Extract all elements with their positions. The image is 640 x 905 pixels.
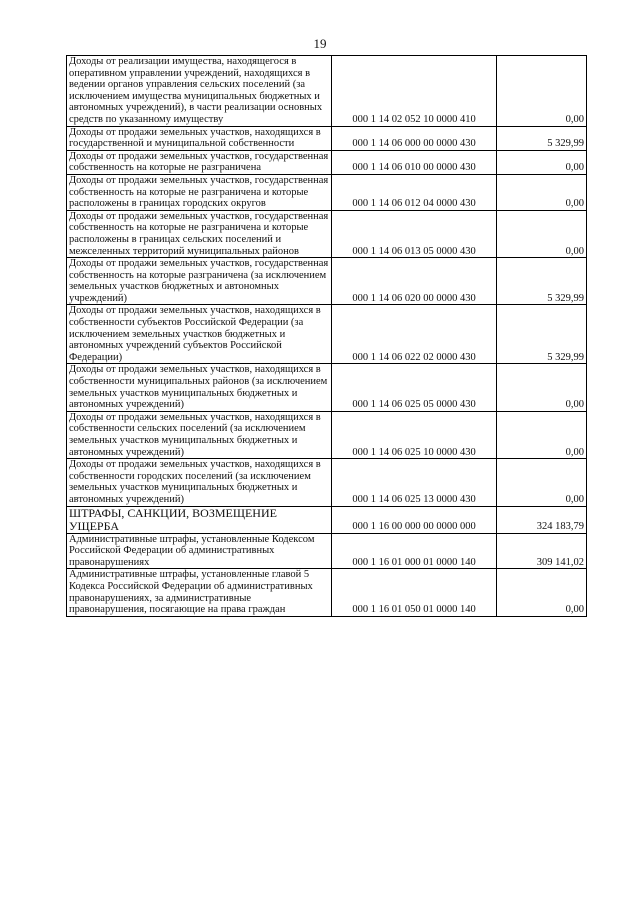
row-description: Доходы от продажи земельных участков, государственная собственность на которые разграничена (за исключением земельных участков бюджетных и автономных учреждений) (67, 258, 332, 305)
row-budget-code: 000 1 14 06 012 04 0000 430 (332, 174, 497, 210)
table-row (67, 569, 587, 616)
table-row (67, 305, 587, 364)
row-amount: 0,00 (497, 459, 587, 506)
row-description: Доходы от продажи земельных участков, государственная собственность на которые не разграничена и которые расположены в границах городских округов (67, 174, 332, 210)
table-row (67, 56, 587, 127)
row-amount: 5 329,99 (497, 258, 587, 305)
row-description: Доходы от продажи земельных участков, находящихся в собственности городских поселений (за исключением земельных участков муниципальных бюджетных и автономных учреждений) (67, 459, 332, 506)
row-description: Доходы от продажи земельных участков, находящихся в собственности сельских поселений (за исключением земельных участков муниципальных бюджетных и автономных учреждений) (67, 411, 332, 458)
table-row (67, 210, 587, 257)
row-amount: 324 183,79 (497, 506, 587, 533)
revenue-table-body (67, 56, 587, 617)
row-amount: 5 329,99 (497, 305, 587, 364)
row-budget-code: 000 1 14 06 025 13 0000 430 (332, 459, 497, 506)
row-budget-code: 000 1 14 02 052 10 0000 410 (332, 56, 497, 127)
row-budget-code: 000 1 14 06 025 05 0000 430 (332, 364, 497, 411)
page-number: 19 (313, 36, 327, 51)
table-row (67, 174, 587, 210)
row-budget-code: 000 1 14 06 025 10 0000 430 (332, 411, 497, 458)
row-amount: 5 329,99 (497, 126, 587, 150)
table-row (67, 364, 587, 411)
row-amount: 0,00 (497, 210, 587, 257)
row-description: Административные штрафы, установленные Кодексом Российской Федерации об административных правонарушениях (67, 533, 332, 569)
row-description: ШТРАФЫ, САНКЦИИ, ВОЗМЕЩЕНИЕ УЩЕРБА (67, 506, 332, 533)
table-row (67, 126, 587, 150)
row-description: Доходы от продажи земельных участков, государственная собственность на которые не разграничена и которые расположены в границах сельских поселений и межселенных территорий муниципальных районов (67, 210, 332, 257)
row-description: Доходы от продажи земельных участков, находящихся в собственности муниципальных районов (за исключением земельных участков муниципальных бюджетных и автономных учреждений) (67, 364, 332, 411)
row-amount: 0,00 (497, 364, 587, 411)
row-description: Доходы от продажи земельных участков, находящихся в собственности субъектов Российской Федерации (за исключением земельных участков бюджетных и автономных учреждений субъектов Российской Федерации) (67, 305, 332, 364)
table-row (67, 411, 587, 458)
table-row (67, 459, 587, 506)
row-budget-code: 000 1 14 06 010 00 0000 430 (332, 150, 497, 174)
row-amount: 0,00 (497, 174, 587, 210)
row-amount: 0,00 (497, 411, 587, 458)
table-row (67, 533, 587, 569)
row-description: Административные штрафы, установленные главой 5 Кодекса Российской Федерации об административных правонарушениях, за административные правонарушения, посягающие на права граждан (67, 569, 332, 616)
row-description: Доходы от реализации имущества, находящегося в оперативном управлении учреждений, находящихся в ведении органов управления сельских поселений (за исключением имущества муниципальных бюджетных и автономных учреждений), в части реализации основных средств по указанному имуществу (67, 56, 332, 127)
row-amount: 0,00 (497, 56, 587, 127)
row-budget-code: 000 1 14 06 022 02 0000 430 (332, 305, 497, 364)
row-amount: 309 141,02 (497, 533, 587, 569)
table-row (67, 150, 587, 174)
table-row (67, 506, 587, 533)
row-budget-code: 000 1 14 06 020 00 0000 430 (332, 258, 497, 305)
row-budget-code: 000 1 16 00 000 00 0000 000 (332, 506, 497, 533)
table-row (67, 258, 587, 305)
row-budget-code: 000 1 14 06 000 00 0000 430 (332, 126, 497, 150)
row-budget-code: 000 1 14 06 013 05 0000 430 (332, 210, 497, 257)
row-description: Доходы от продажи земельных участков, находящихся в государственной и муниципальной собственности (67, 126, 332, 150)
row-amount: 0,00 (497, 150, 587, 174)
row-budget-code: 000 1 16 01 000 01 0000 140 (332, 533, 497, 569)
row-description: Доходы от продажи земельных участков, государственная собственность на которые не разграничена (67, 150, 332, 174)
row-budget-code: 000 1 16 01 050 01 0000 140 (332, 569, 497, 616)
revenue-table (66, 55, 587, 617)
row-amount: 0,00 (497, 569, 587, 616)
